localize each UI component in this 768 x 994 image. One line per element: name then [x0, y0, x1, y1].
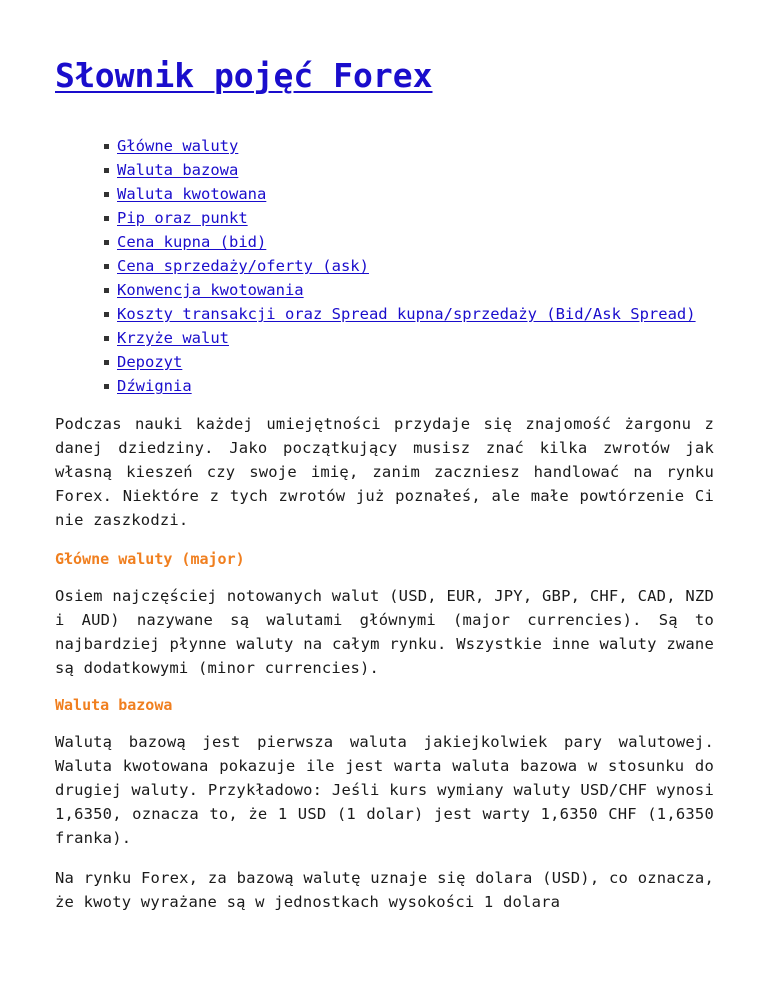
- intro-paragraph: Podczas nauki każdej umiejętności przydaje się znajomość żargonu z danej dziedziny. Jako początkujący musisz znać kilka zwrotów jak własną kieszeń czy swoje imię, zanim zaczniesz handlować na rynku Forex. Niektóre z tych zwrotów już poznałeś, ale małe powtórzenie Ci nie zaszkodzi.: [55, 415, 714, 529]
- page-title-link[interactable]: Słownik pojęć Forex: [55, 56, 433, 95]
- toc-item: [103, 278, 714, 302]
- table-of-contents: [55, 134, 714, 398]
- section-heading-waluta-bazowa: Waluta bazowa: [55, 696, 173, 714]
- toc-link-koszty-transakcji[interactable]: Koszty transakcji oraz Spread kupna/sprzedaży (Bid/Ask Spread): [117, 305, 696, 323]
- toc-item: [103, 206, 714, 230]
- toc-item: [103, 254, 714, 278]
- toc-link-krzyze-walut[interactable]: Krzyże walut: [117, 329, 229, 347]
- section-heading-major: Główne waluty (major): [55, 550, 245, 568]
- toc-item: [103, 182, 714, 206]
- toc-item: [103, 302, 714, 326]
- page-title: [55, 0, 714, 98]
- toc-item: [103, 374, 714, 398]
- section-paragraph-forex-base: Na rynku Forex, za bazową walutę uznaje się dolara (USD), co oznacza, że kwoty wyrażane są w jednostkach wysokości 1 dolara: [55, 869, 714, 911]
- toc-item: [103, 230, 714, 254]
- toc-item: [103, 158, 714, 182]
- toc-item: [103, 134, 714, 158]
- toc-link-cena-kupna[interactable]: Cena kupna (bid): [117, 233, 267, 251]
- toc-link-dzwignia[interactable]: Dźwignia: [117, 377, 192, 395]
- toc-item: [103, 350, 714, 374]
- toc-link-waluta-kwotowana[interactable]: Waluta kwotowana: [117, 185, 267, 203]
- toc-item: [103, 326, 714, 350]
- toc-link-pip-oraz-punkt[interactable]: Pip oraz punkt: [117, 209, 248, 227]
- toc-link-konwencja-kwotowania[interactable]: Konwencja kwotowania: [117, 281, 304, 299]
- toc-link-cena-sprzedazy[interactable]: Cena sprzedaży/oferty (ask): [117, 257, 369, 275]
- toc-link-waluta-bazowa[interactable]: Waluta bazowa: [117, 161, 239, 179]
- section-paragraph-waluta-bazowa: Walutą bazową jest pierwsza waluta jakiejkolwiek pary walutowej. Waluta kwotowana pokazuje ile jest warta waluta bazowa w stosunku do drugiej waluty. Przykładowo: Jeśli kurs wymiany waluty USD/CHF wynosi 1,6350, oznacza to, że 1 USD (1 dolar) jest warty 1,6350 CHF (1,6350 franka).: [55, 733, 714, 847]
- toc-link-depozyt[interactable]: Depozyt: [117, 353, 183, 371]
- toc-link-glowne-waluty[interactable]: Główne waluty: [117, 137, 239, 155]
- section-paragraph-major: Osiem najczęściej notowanych walut (USD, EUR, JPY, GBP, CHF, CAD, NZD i AUD) nazywane są walutami głównymi (major currencies). Są to najbardziej płynne waluty na całym rynku. Wszystkie inne waluty zwane są dodatkowymi (minor currencies).: [55, 587, 714, 677]
